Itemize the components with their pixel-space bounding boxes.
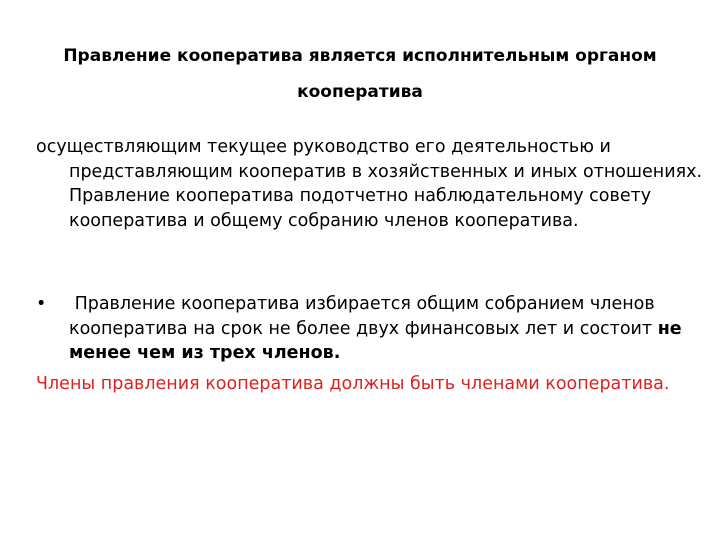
paragraph-management-duties-text: осуществляющим текущее руководство его деятельностью и представляющим кооператив в хозяйственных и иных отношениях. Правление кооператива подотчетно наблюдательному совету кооператива и общему собранию членов кооператива.: [36, 137, 703, 231]
highlighted-membership-note-text: Члены правления кооператива должны быть членами кооператива.: [36, 374, 670, 394]
bullet-election-text: Правление кооператива избирается общим собранием членов кооператива на срок не более двух финансовых лет и состоит: [69, 294, 658, 339]
bullet-election-paragraph: [36, 292, 719, 366]
highlighted-membership-note: [36, 372, 719, 397]
bullet-election-bold-text: не менее чем из трех членов.: [69, 318, 682, 363]
slide-title: Правление кооператива является исполнительным органом кооператива: [63, 46, 657, 102]
paragraph-management-duties: [36, 135, 719, 233]
bullet-icon: •: [36, 294, 47, 314]
